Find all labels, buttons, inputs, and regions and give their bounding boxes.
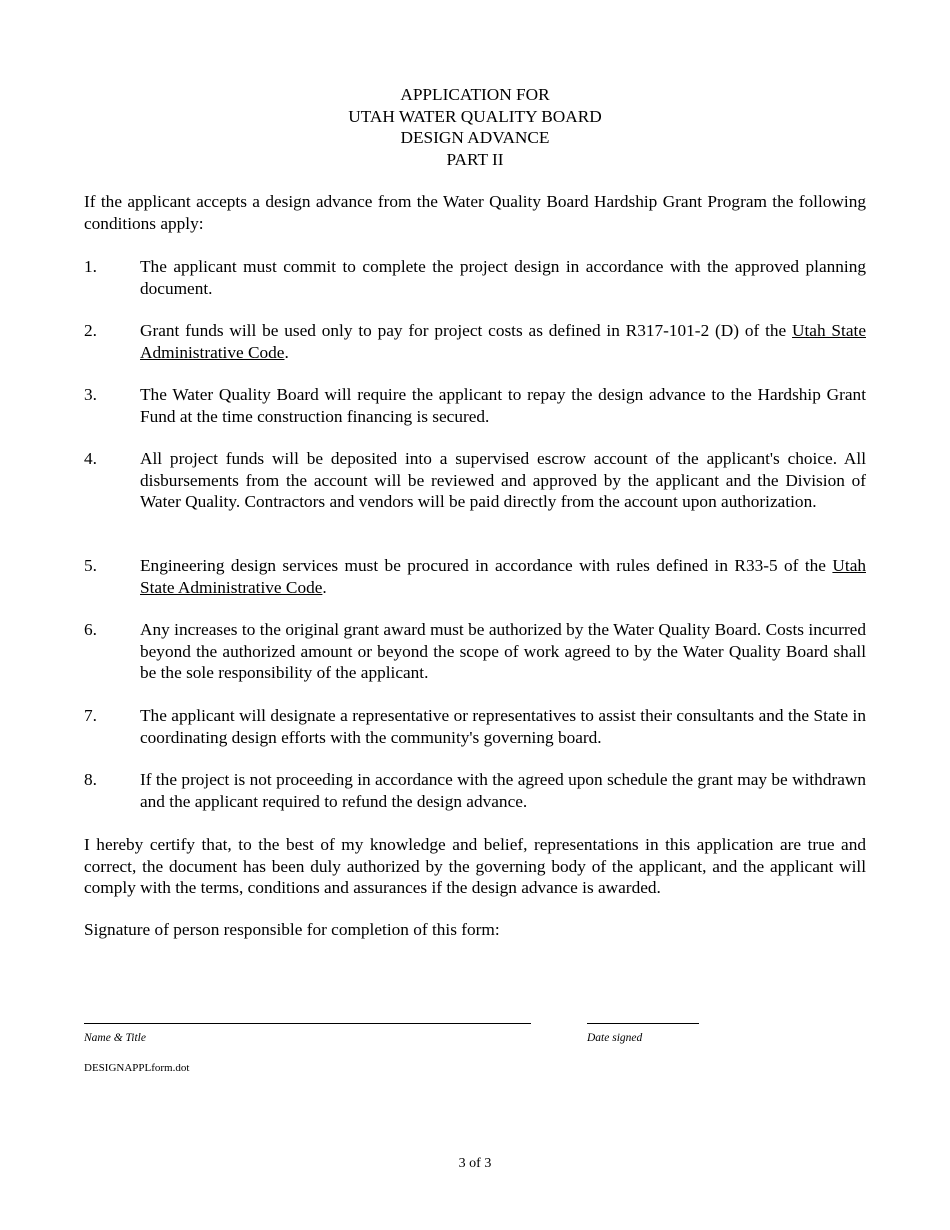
- condition-text: The applicant will designate a representative or representatives to assist their consultants and the State in coordinating design efforts with the community's governing board.: [140, 706, 866, 747]
- condition-1: [84, 256, 866, 299]
- condition-text: All project funds will be deposited into a supervised escrow account of the applicant's choice. All disbursements from the account will be reviewed and approved by the applicant and the Division of Water Quality. Contractors and vendors will be paid directly from the account upon authorization.: [140, 449, 866, 511]
- title-line-4: PART II: [446, 149, 504, 169]
- condition-number: 7.: [84, 706, 97, 725]
- title-line-1: APPLICATION FOR: [400, 85, 550, 104]
- condition-text-part: Engineering design services must be procured in accordance with rules defined in R33-5 of the: [140, 556, 833, 575]
- form-filename: DESIGNAPPLform.dot: [84, 1062, 190, 1074]
- condition-text: [140, 320, 866, 363]
- condition-text: If the project is not proceeding in accordance with the agreed upon schedule the grant may be withdrawn and the applicant required to refund the design advance.: [140, 770, 866, 811]
- condition-text: Any increases to the original grant award must be authorized by the Water Quality Board. Costs incurred beyond the authorized amount or beyond the scope of work agreed to by the Water Quality Board shall be the sole responsibility of the applicant.: [140, 620, 866, 682]
- condition-6: [84, 619, 866, 684]
- certification-paragraph: I hereby certify that, to the best of my knowledge and belief, representations in this application are true and correct, the document has been duly authorized by the governing body of the applicant, and the applicant will comply with the terms, conditions and assurances if the design advance is awarded.: [84, 835, 866, 897]
- condition-number: 3.: [84, 385, 97, 404]
- condition-text: The Water Quality Board will require the applicant to repay the design advance to the Hardship Grant Fund at the time construction financing is secured.: [140, 385, 866, 426]
- condition-5: [84, 555, 866, 598]
- condition-3: [84, 384, 866, 427]
- page-number: 3 of 3: [458, 1156, 492, 1171]
- name-signature-line[interactable]: [84, 1023, 531, 1024]
- condition-text-part: Grant funds will be used only to pay for project costs as defined in R317-101-2 (D) of the: [140, 321, 793, 340]
- condition-text-part: .: [322, 577, 327, 597]
- code-reference: Utah State Administrative Code: [140, 321, 866, 362]
- condition-text-part: .: [284, 342, 289, 362]
- document-title: [0, 84, 950, 170]
- condition-text: The applicant must commit to complete the project design in accordance with the approved planning document.: [140, 257, 866, 298]
- title-line-3: DESIGN ADVANCE: [400, 128, 550, 147]
- condition-number: 6.: [84, 620, 97, 639]
- condition-4: [84, 448, 866, 513]
- condition-number: 1.: [84, 257, 97, 276]
- condition-7: [84, 705, 866, 748]
- date-signed-label: Date signed: [587, 1032, 643, 1044]
- signature-prompt: Signature of person responsible for completion of this form:: [84, 920, 500, 939]
- condition-number: 4.: [84, 449, 97, 468]
- date-signature-line[interactable]: [587, 1023, 699, 1024]
- condition-number: 8.: [84, 770, 97, 789]
- condition-number: 2.: [84, 321, 97, 340]
- code-reference: Utah State Administrative Code: [140, 556, 866, 597]
- condition-text: [140, 555, 866, 598]
- condition-2: [84, 320, 866, 363]
- condition-8: [84, 769, 866, 812]
- intro-paragraph: If the applicant accepts a design advance from the Water Quality Board Hardship Grant Program the following conditions apply:: [84, 192, 866, 233]
- condition-number: 5.: [84, 556, 97, 575]
- name-title-label: Name & Title: [84, 1032, 146, 1044]
- title-line-2: UTAH WATER QUALITY BOARD: [348, 106, 602, 126]
